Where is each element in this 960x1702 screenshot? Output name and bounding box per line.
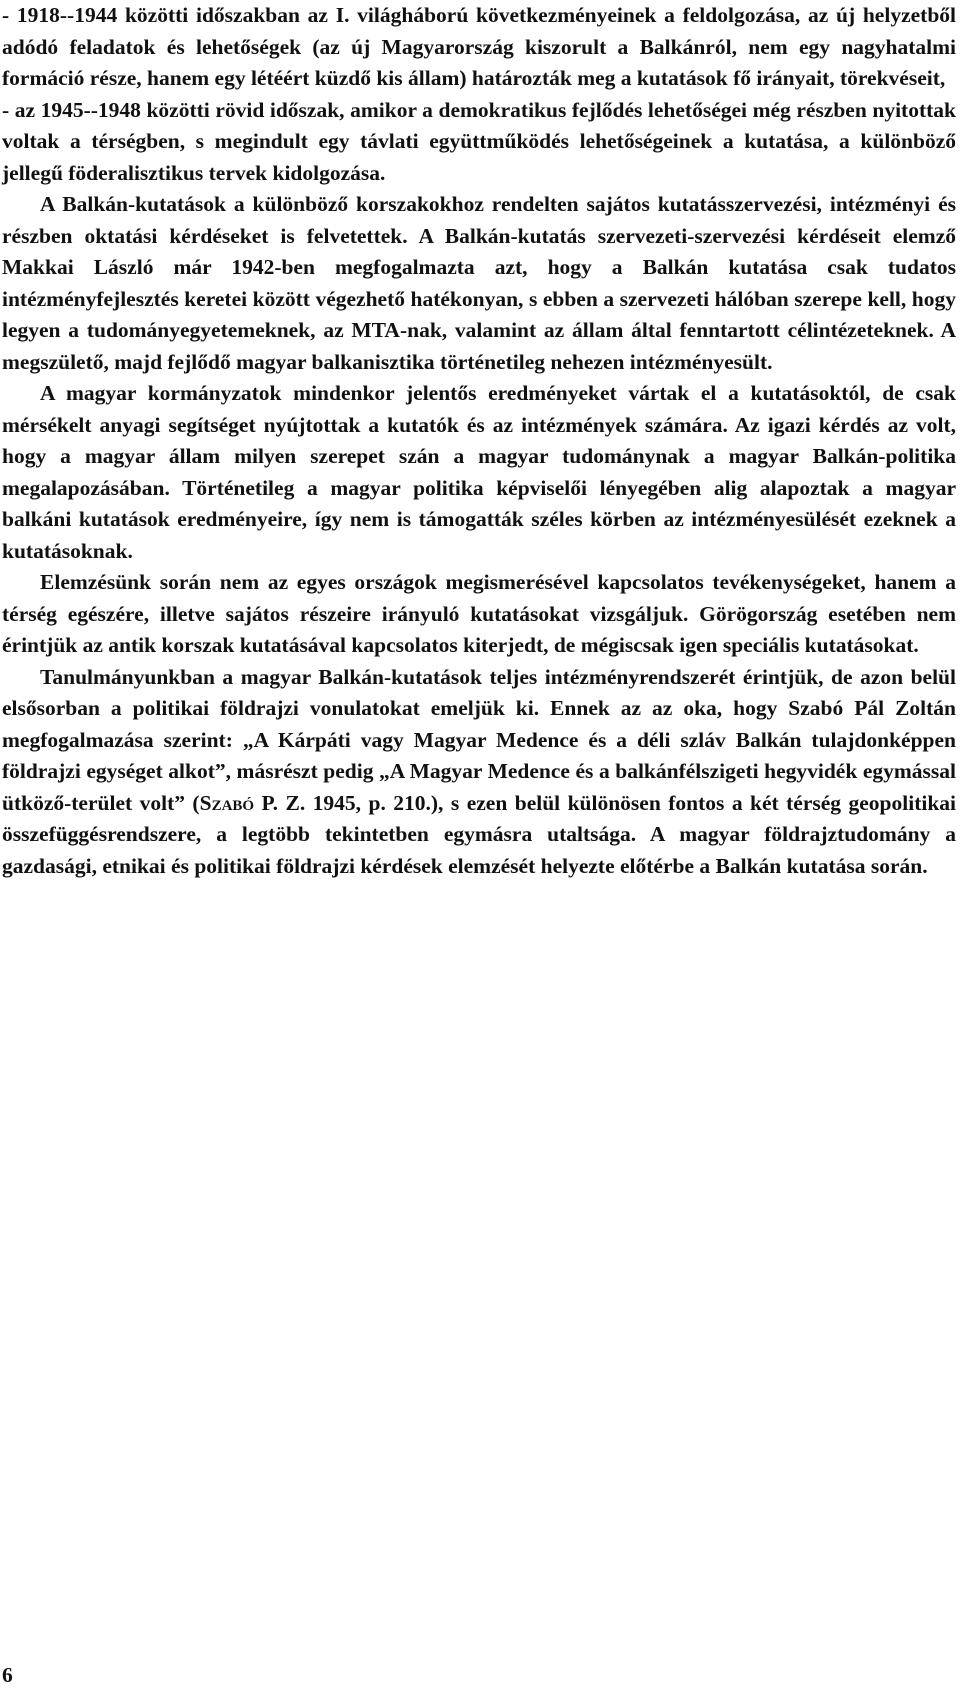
document-body	[2, 0, 956, 882]
paragraph	[2, 662, 956, 883]
paragraph: A magyar kormányzatok mindenkor jelentős eredményeket vártak el a kutatásoktól, de csak mérsékelt anyagi segítséget nyújtottak a kutatók és az intézmények számára. Az igazi kérdés az volt, hogy a magyar állam milyen szerepet szán a magyar tudománynak a magyar Balkán-politika megalapozásában. Történetileg a magyar politika képviselői lényegében alig alapoztak a magyar balkáni kutatások eredményeire, így nem is támogatták széles körben az intézményesülését ezeknek a kutatásoknak.	[2, 381, 956, 563]
paragraph-text: Tanulmányunkban a magyar Balkán-kutatások teljes intézményrendszerét érintjük, de azon belül elsősorban a politikai földrajzi vonulatokat emeljük ki. Ennek az az oka, hogy Szabó Pál Zoltán megfogalmazása szerint: „A Kárpáti vagy Magyar Medence és a déli szláv Balkán tulajdonképpen földrajzi egységet alkot”, másrészt pedig „A Magyar Medence és a balkánfélszigeti hegyvidék egymással ütköző-terület volt” (	[2, 664, 956, 815]
list-item: - 1918--1944 közötti időszakban az I. világháború következményeinek a feldolgozása, az új helyzetből adódó feladatok és lehetőségek (az új Magyarország kiszorult a Balkánról, nem egy nagyhatalmi formáció része, hanem egy létéért küzdő kis állam) határozták meg a kutatások fő irányait, törekvéseit,	[2, 3, 956, 90]
paragraph: A Balkán-kutatások a különböző korszakokhoz rendelten sajátos kutatásszervezési, intézményi és részben oktatási kérdéseket is felvetettek. A Balkán-kutatás szervezeti-szervezési kérdéseit elemző Makkai László már 1942-ben megfogalmazta azt, hogy a Balkán kutatása csak tudatos intézményfejlesztés keretei között végezhető hatékonyan, s ebben a szervezeti hálóban szerepe kell, hogy legyen a tudományegyetemeknek, az MTA-nak, valamint az állam által fenntartott célintézeteknek. A megszülető, majd fejlődő magyar balkanisztika történetileg nehezen intézményesült.	[2, 192, 956, 374]
paragraph: Elemzésünk során nem az egyes országok megismerésével kapcsolatos tevékenységeket, hanem a térség egészére, illetve sajátos részeire irányuló kutatásokat vizsgáljuk. Görögország esetében nem érintjük az antik korszak kutatásával kapcsolatos kiterjedt, de mégiscsak igen speciális kutatásokat.	[2, 570, 956, 657]
list-item: - az 1945--1948 közötti rövid időszak, amikor a demokratikus fejlődés lehetőségei még részben nyitottak voltak a térségben, s megindult egy távlati együttműködés lehetőségeinek a kutatása, a különböző jellegű föderalisztikus tervek kidolgozása.	[2, 97, 956, 185]
page-number: 6	[2, 1663, 13, 1687]
citation-author: Szabó	[199, 790, 255, 815]
paragraph-text: P. Z. 1945, p. 210.), s ezen belül különösen fontos a két térség geopolitikai összefüggésrendszere, a legtöbb tekintetben egymásra utaltsága. A magyar földrajztudomány a gazdasági, etnikai és politikai földrajzi kérdések elemzését helyezte előtérbe a Balkán kutatása során.	[2, 790, 957, 878]
